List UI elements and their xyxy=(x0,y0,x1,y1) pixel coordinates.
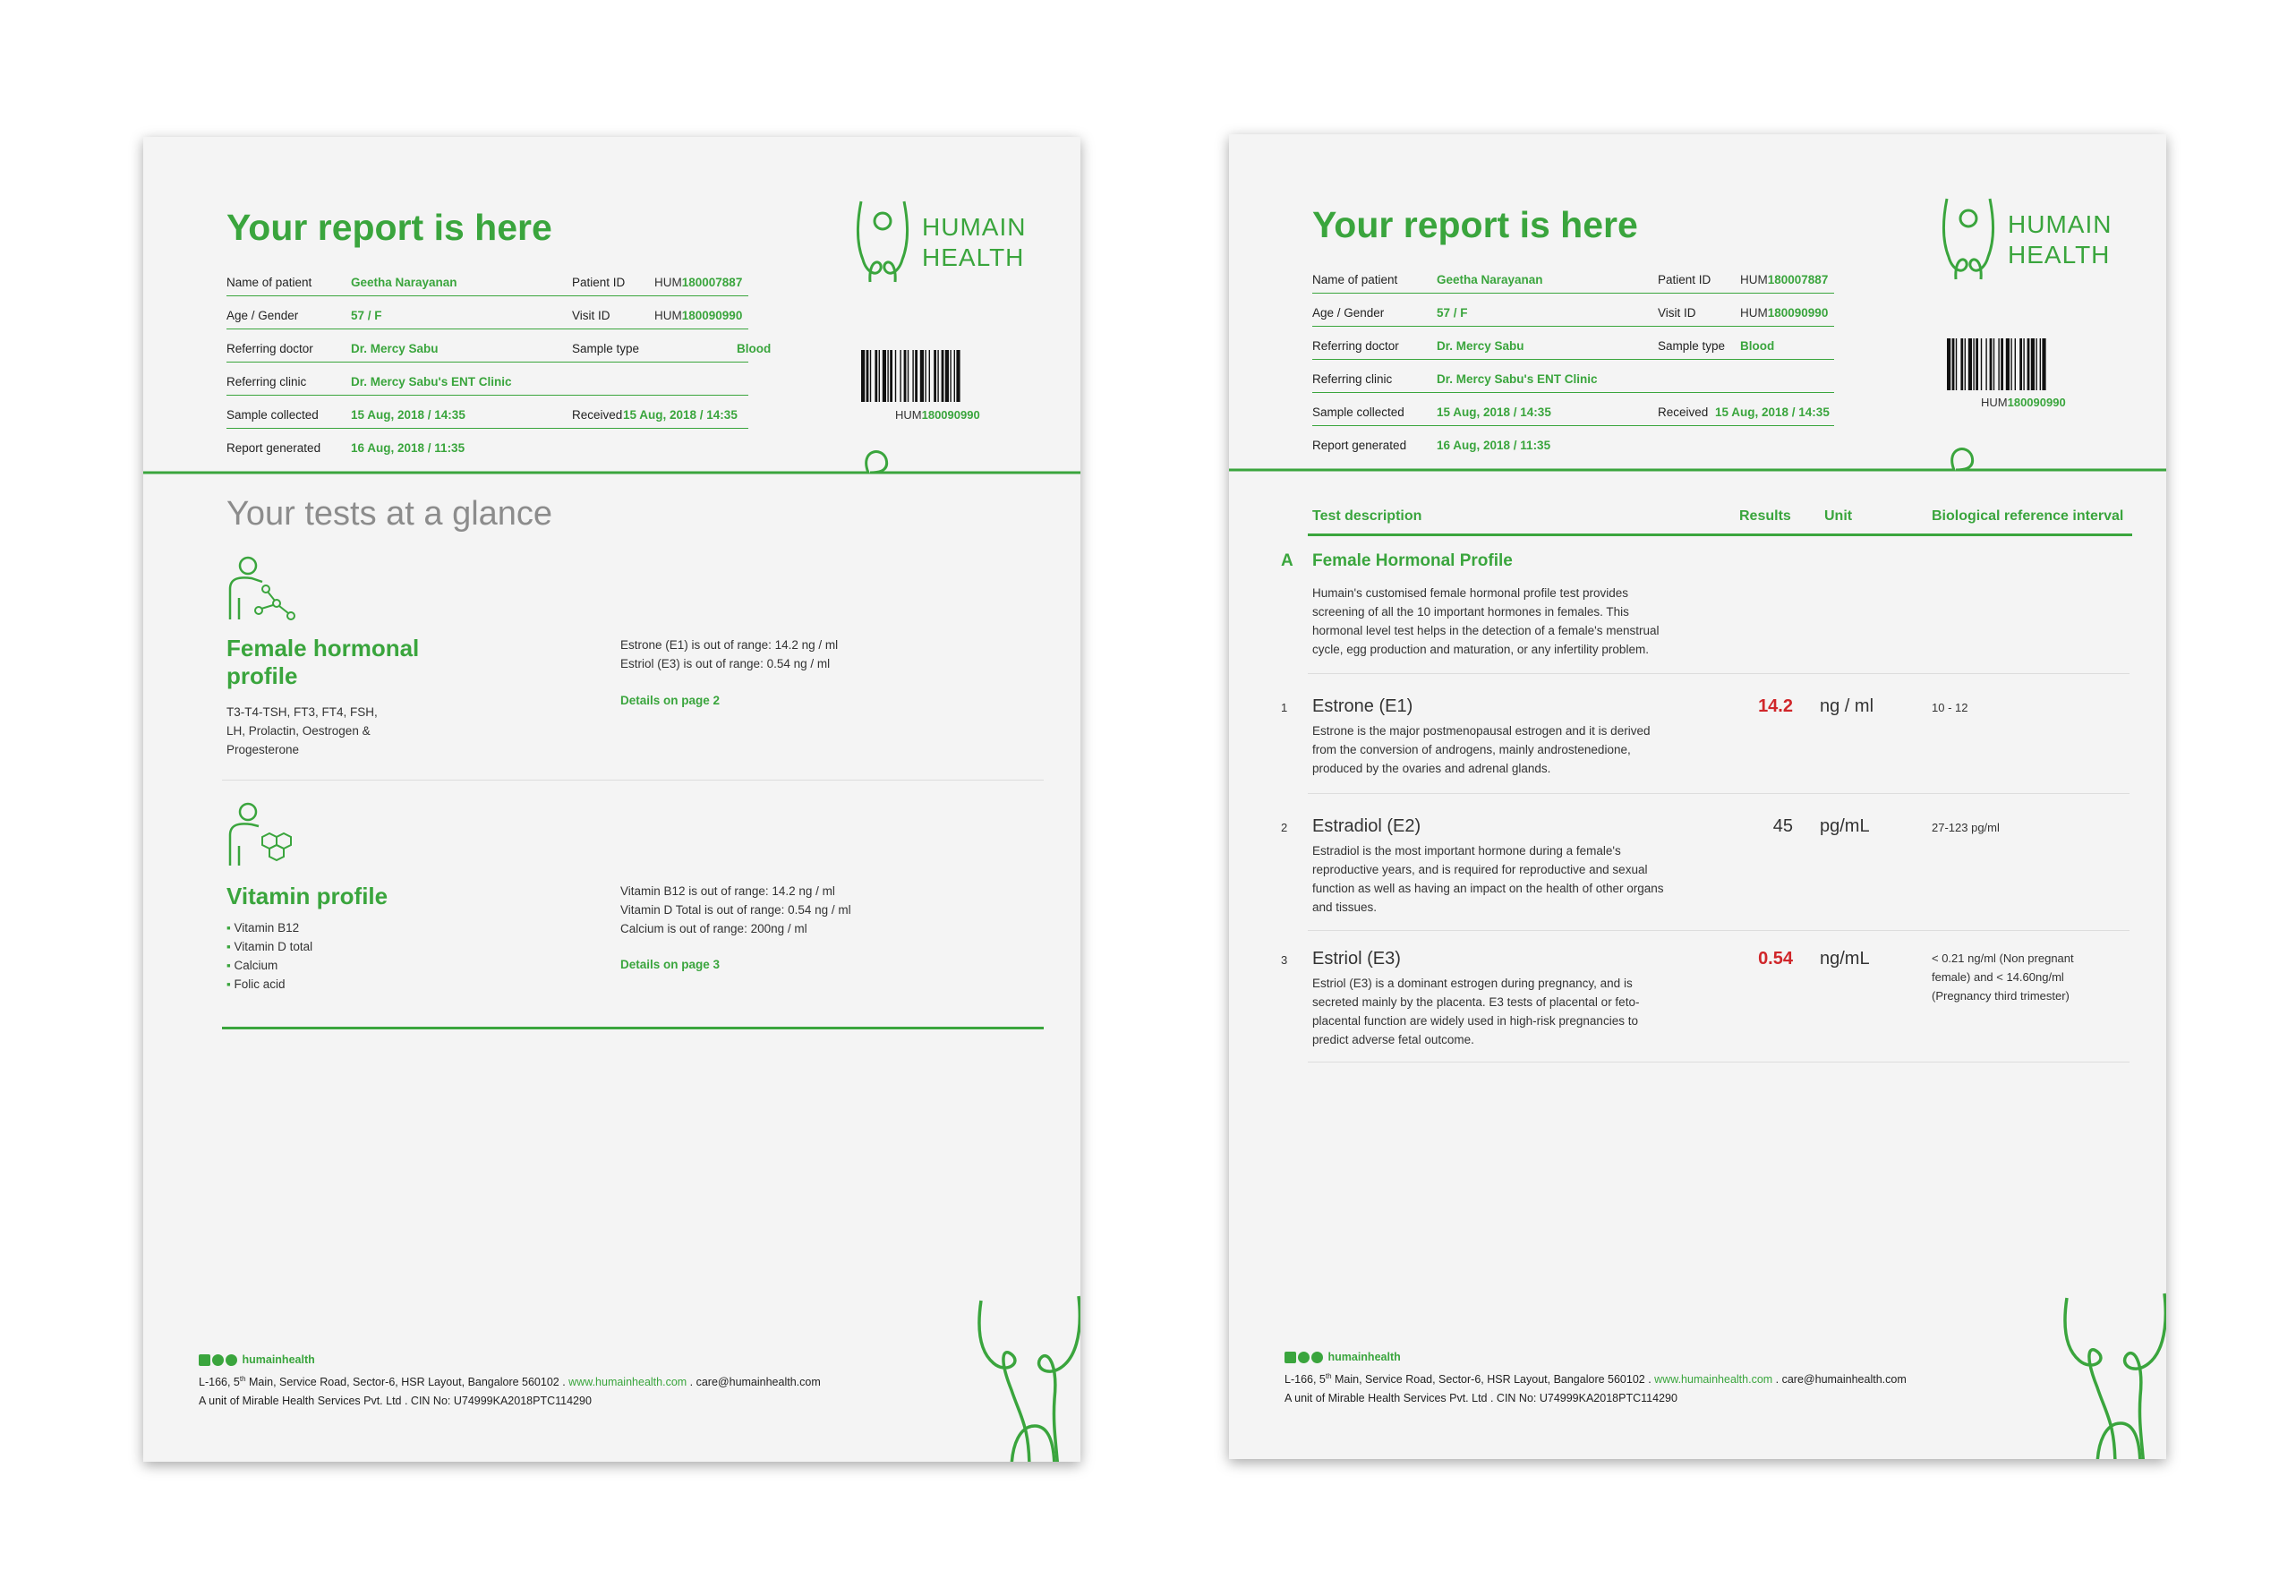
label-visit-id: Visit ID xyxy=(572,309,610,322)
barcode-icon xyxy=(861,350,1022,402)
footer xyxy=(199,1351,821,1411)
value-sample-type: Blood xyxy=(737,342,772,355)
value-clinic: Dr. Mercy Sabu's ENT Clinic xyxy=(351,375,512,388)
company-info: A unit of Mirable Health Services Pvt. Ltd . CIN No: U74999KA2018PTC114290 xyxy=(1285,1392,1677,1405)
test-notes-vitamin: Vitamin B12 is out of range: 14.2 ng / ml Vitamin D Total is out of range: 0.54 ng / ml Calcium is out of range: 200ng / ml xyxy=(620,884,851,935)
value-doctor: Dr. Mercy Sabu xyxy=(351,342,439,355)
row-result: 0.54 xyxy=(1758,949,1793,969)
label-name: Name of patient xyxy=(226,276,312,289)
barcode-icon xyxy=(1947,338,2108,390)
label-doctor: Referring doctor xyxy=(1312,339,1399,353)
label-generated: Report generated xyxy=(1312,439,1407,452)
twitter-icon xyxy=(212,1354,224,1366)
brand-name: HUMAIN HEALTH xyxy=(922,213,1027,271)
test-name-female-hormonal: Female hormonal profile xyxy=(226,635,420,689)
barcode-number: HUM180090990 xyxy=(895,408,980,422)
row-number: 2 xyxy=(1281,821,1288,834)
details-link-page-2[interactable]: Details on page 2 xyxy=(620,694,721,707)
barcode-number: HUM180090990 xyxy=(1981,396,2066,409)
row-reference: 10 - 12 xyxy=(1932,701,1968,714)
value-collected: 15 Aug, 2018 / 14:35 xyxy=(1437,405,1551,419)
row-unit: pg/mL xyxy=(1820,816,1870,836)
info-row-doctor xyxy=(1312,330,1834,363)
details-link-page-3[interactable]: Details on page 3 xyxy=(620,958,721,971)
info-row-collected xyxy=(1312,397,1834,430)
linkedin-icon xyxy=(1285,1352,1296,1363)
label-age: Age / Gender xyxy=(226,309,299,322)
value-age: 57 / F xyxy=(1437,306,1468,320)
value-collected: 15 Aug, 2018 / 14:35 xyxy=(351,408,465,422)
value-generated: 16 Aug, 2018 / 11:35 xyxy=(351,441,465,455)
social-handle: humainhealth xyxy=(199,1351,821,1370)
label-clinic: Referring clinic xyxy=(226,375,307,388)
person-hexagon-icon xyxy=(226,799,298,871)
row-description: Estrone is the major postmenopausal estrogen and it is derived from the conversion of androgens, mainly androstenedione, produced by the ovaries and adrenal glands. xyxy=(1312,724,1651,775)
value-doctor: Dr. Mercy Sabu xyxy=(1437,339,1524,353)
linkedin-icon xyxy=(199,1354,210,1366)
report-page-summary xyxy=(143,137,1080,1462)
header-divider xyxy=(1229,439,2166,474)
row-reference: 27-123 pg/ml xyxy=(1932,821,2000,834)
col-header-reference: Biological reference interval xyxy=(1932,508,2124,524)
patient-info xyxy=(226,267,772,465)
website-link[interactable]: www.humainhealth.com xyxy=(568,1376,687,1389)
label-visit-id: Visit ID xyxy=(1658,306,1696,320)
facebook-icon xyxy=(1311,1352,1323,1363)
value-clinic: Dr. Mercy Sabu's ENT Clinic xyxy=(1437,372,1598,386)
value-generated: 16 Aug, 2018 / 11:35 xyxy=(1437,439,1551,452)
row-description: Estradiol is the most important hormone during a female's reproductive years, and is required for reproductive and sexual function as well as having an impact on the health of other organs and tissues. xyxy=(1312,844,1664,914)
twitter-icon xyxy=(1298,1352,1310,1363)
col-header-unit: Unit xyxy=(1824,508,1853,524)
test-name-vitamin: Vitamin profile xyxy=(226,883,388,909)
label-patient-id: Patient ID xyxy=(572,276,626,289)
value-visit-id: HUM180090990 xyxy=(654,309,743,322)
info-row-age xyxy=(1312,297,1834,330)
value-name: Geetha Narayanan xyxy=(351,276,457,289)
label-received: Received xyxy=(572,408,623,422)
row-unit: ng/mL xyxy=(1820,949,1870,969)
row-reference: < 0.21 ng/ml (Non pregnant female) and < 14.60ng/ml (Pregnancy third trimester) xyxy=(1932,952,2074,1003)
col-header-results: Results xyxy=(1739,508,1791,524)
website-link[interactable]: www.humainhealth.com xyxy=(1654,1373,1773,1387)
report-page-details xyxy=(1229,134,2166,1459)
value-received: 15 Aug, 2018 / 14:35 xyxy=(1715,405,1830,419)
humain-figure-icon xyxy=(2061,1289,2166,1459)
label-name: Name of patient xyxy=(1312,273,1398,286)
info-row-age xyxy=(226,300,748,333)
info-row-name xyxy=(1312,264,1834,297)
label-generated: Report generated xyxy=(226,441,321,455)
label-collected: Sample collected xyxy=(226,408,319,422)
label-sample-type: Sample type xyxy=(572,342,640,355)
patient-info xyxy=(1312,264,1834,463)
value-sample-type: Blood xyxy=(1740,339,1775,353)
row-number: 3 xyxy=(1281,953,1288,967)
brand-name: HUMAIN HEALTH xyxy=(2008,210,2112,269)
section-description: Humain's customised female hormonal profile test provides screening of all the 10 important hormones in females. This hormonal level test helps in the detection of a female's menstrual cycle, egg production and maturation, or any infertility problem. xyxy=(1312,586,1660,656)
label-clinic: Referring clinic xyxy=(1312,372,1393,386)
value-received: 15 Aug, 2018 / 14:35 xyxy=(623,408,738,422)
glance-title: Your tests at a glance xyxy=(226,495,553,533)
header-divider xyxy=(143,441,1080,477)
report-title: Your report is here xyxy=(1312,204,1638,245)
divider xyxy=(1308,930,2130,931)
company-info: A unit of Mirable Health Services Pvt. Ltd . CIN No: U74999KA2018PTC114290 xyxy=(199,1395,592,1408)
info-row-doctor xyxy=(226,333,772,366)
section-end-divider xyxy=(222,1027,1044,1029)
label-received: Received xyxy=(1658,405,1709,419)
address: L-166, 5th Main, Service Road, Sector-6, HSR Layout, Bangalore 560102 . www.humainhealth.com . care@humainhealth.com xyxy=(199,1375,821,1389)
label-collected: Sample collected xyxy=(1312,405,1404,419)
table-header-divider xyxy=(1308,533,2132,536)
value-patient-id: HUM180007887 xyxy=(1740,273,1829,286)
row-number: 1 xyxy=(1281,701,1288,714)
test-sub-vitamin: ▪ Vitamin B12 ▪ Vitamin D total ▪ Calcium ▪ Folic acid xyxy=(226,921,313,991)
value-visit-id: HUM180090990 xyxy=(1740,306,1829,320)
social-handle: humainhealth xyxy=(1285,1348,1907,1367)
row-result: 45 xyxy=(1772,816,1793,836)
value-name: Geetha Narayanan xyxy=(1437,273,1543,286)
row-description: Estriol (E3) is a dominant estrogen during pregnancy, and is secreted mainly by the placenta. E3 tests of placental or feto- placental function are widely used in high-risk pregnancies to predict adverse fetal outcome. xyxy=(1312,977,1640,1046)
row-unit: ng / ml xyxy=(1820,696,1874,716)
footer xyxy=(1285,1348,1907,1408)
row-test-name: Estrone (E1) xyxy=(1312,696,1413,716)
facebook-icon xyxy=(226,1354,237,1366)
label-sample-type: Sample type xyxy=(1658,339,1726,353)
person-molecule-icon xyxy=(226,553,298,625)
row-test-name: Estradiol (E2) xyxy=(1312,816,1421,836)
label-age: Age / Gender xyxy=(1312,306,1385,320)
value-age: 57 / F xyxy=(351,309,382,322)
info-row-collected xyxy=(226,399,748,432)
section-letter: A xyxy=(1281,551,1293,570)
info-row-name xyxy=(226,267,748,300)
section-name: Female Hormonal Profile xyxy=(1312,551,1513,570)
humain-figure-icon xyxy=(976,1292,1080,1462)
test-sub-female-hormonal: T3-T4-TSH, FT3, FT4, FSH, LH, Prolactin, Oestrogen & Progesterone xyxy=(226,705,378,756)
divider xyxy=(222,780,1044,781)
label-doctor: Referring doctor xyxy=(226,342,313,355)
info-row-clinic xyxy=(226,366,748,399)
value-patient-id: HUM180007887 xyxy=(654,276,743,289)
address: L-166, 5th Main, Service Road, Sector-6, HSR Layout, Bangalore 560102 . www.humainhealth.com . care@humainhealth.com xyxy=(1285,1372,1907,1387)
col-header-description: Test description xyxy=(1312,508,1422,524)
info-row-clinic xyxy=(1312,363,1834,397)
divider xyxy=(1308,673,2130,674)
test-notes-female-hormonal: Estrone (E1) is out of range: 14.2 ng / ml Estriol (E3) is out of range: 0.54 ng / ml xyxy=(620,638,839,670)
divider xyxy=(1308,1062,2130,1063)
divider xyxy=(1308,793,2130,794)
row-test-name: Estriol (E3) xyxy=(1312,949,1401,969)
row-result: 14.2 xyxy=(1758,696,1793,716)
report-title: Your report is here xyxy=(226,207,552,248)
label-patient-id: Patient ID xyxy=(1658,273,1711,286)
